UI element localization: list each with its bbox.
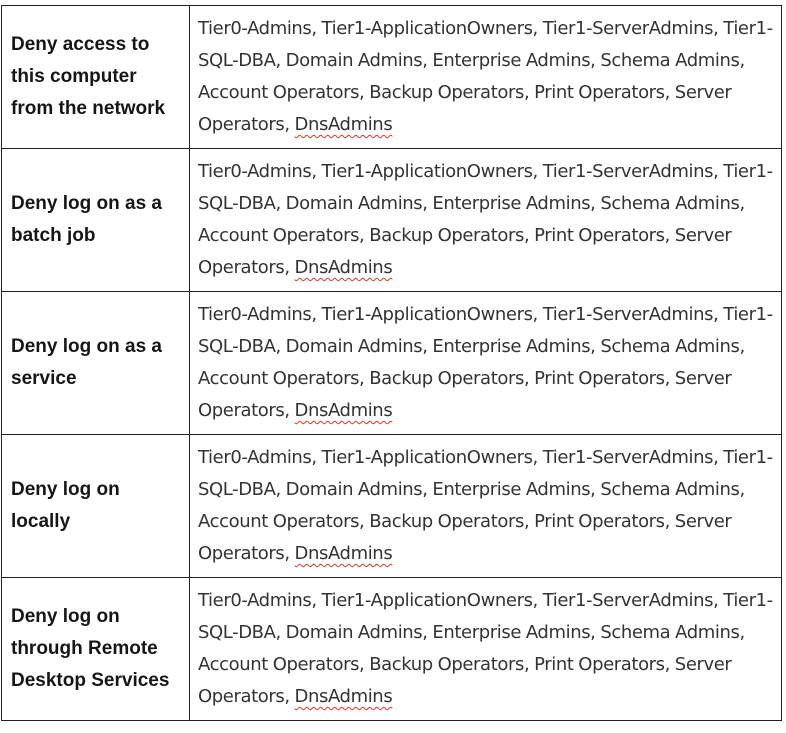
denied-groups-text: Tier0-Admins, Tier1-ApplicationOwners, Tier1-ServerAdmins, Tier1-SQL-DBA, Domain Admins, Enterprise Admins, Schema Admins, Account Operators, Backup Operators, Print Operators, Server Operators, [198,447,773,564]
spellcheck-flagged-word: DnsAdmins [294,543,393,564]
denied-groups-cell [190,149,782,292]
policy-table [1,5,782,721]
table-row [2,292,782,435]
policy-name-cell: Deny access to this computer from the network [2,6,190,149]
denied-groups-cell [190,292,782,435]
spellcheck-flagged-word: DnsAdmins [294,257,393,278]
denied-groups-cell [190,6,782,149]
spellcheck-flagged-word: DnsAdmins [294,114,393,135]
table-row [2,578,782,721]
denied-groups-text: Tier0-Admins, Tier1-ApplicationOwners, Tier1-ServerAdmins, Tier1-SQL-DBA, Domain Admins, Enterprise Admins, Schema Admins, Account Operators, Backup Operators, Print Operators, Server Operators, [198,18,773,135]
denied-groups-cell [190,578,782,721]
policy-name-cell: Deny log on through Remote Desktop Services [2,578,190,721]
table-row [2,435,782,578]
spellcheck-flagged-word: DnsAdmins [294,400,393,421]
denied-groups-text: Tier0-Admins, Tier1-ApplicationOwners, Tier1-ServerAdmins, Tier1-SQL-DBA, Domain Admins, Enterprise Admins, Schema Admins, Account Operators, Backup Operators, Print Operators, Server Operators, [198,161,773,278]
policy-name-cell: Deny log on as a batch job [2,149,190,292]
denied-groups-cell [190,435,782,578]
policy-name-cell: Deny log on locally [2,435,190,578]
table-row [2,149,782,292]
spellcheck-flagged-word: DnsAdmins [294,686,393,707]
policy-name-cell: Deny log on as a service [2,292,190,435]
denied-groups-text: Tier0-Admins, Tier1-ApplicationOwners, Tier1-ServerAdmins, Tier1-SQL-DBA, Domain Admins, Enterprise Admins, Schema Admins, Account Operators, Backup Operators, Print Operators, Server Operators, [198,590,773,707]
table-row [2,6,782,149]
denied-groups-text: Tier0-Admins, Tier1-ApplicationOwners, Tier1-ServerAdmins, Tier1-SQL-DBA, Domain Admins, Enterprise Admins, Schema Admins, Account Operators, Backup Operators, Print Operators, Server Operators, [198,304,773,421]
